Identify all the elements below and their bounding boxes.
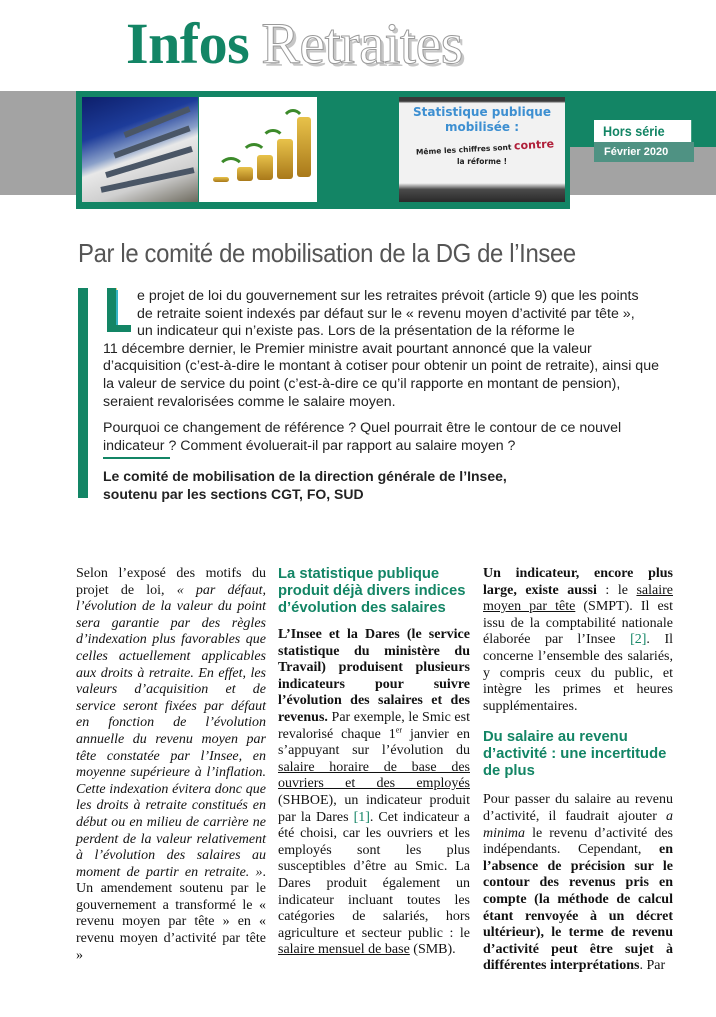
bill-quote: « par défaut, l’évolution de la valeur du point sera garantie par des règles d’indexation plus favorables que celles actuellement applicables aux droits à retraite. En effet, les valeurs d’acquisition et de service seront fixées par défaut en fonction de l’évolution annuelle du revenu moyen par tête constatée par l’Insee, en moyenne supérieure à l’inflation. Cette indexation évitera donc que les droits à retraite constitués en début ou en milieu de carrière ne perdent de la valeur relativement à l’évolution des salaires au moment de partir en retraite. » <box>76 582 266 880</box>
signature <box>103 467 623 503</box>
footnote-ref-1[interactable]: [1] <box>353 809 370 825</box>
title-retraites: Retraites <box>261 11 463 76</box>
edition-badge: Hors série <box>594 120 691 142</box>
article-column-1 <box>76 566 266 964</box>
date-badge: Février 2020 <box>594 142 694 162</box>
column-3-paragraph-1: Un indicateur, encore plus large, existe aussi : le salaire moyen par tête (SMPT). Il est issu de la comptabilité nationale élaborée par l’Insee [2]. Il concerne l’ensemble des salariés, y compris ceux du public, et intègre les primes et heures supplémentaires. <box>483 566 674 714</box>
intro-paragraph-2: Pourquoi ce changement de référence ? Quel pourrait être le contour de ce nouvel indicateur ? Comment évoluerait-il par rapport au salaire moyen ? <box>103 420 622 454</box>
protest-banner-photo <box>399 97 565 202</box>
signature-line-2: soutenu par les sections CGT, FO, SUD <box>103 486 364 502</box>
link-smpt[interactable]: salaire moyen par tête <box>483 582 673 615</box>
sign-text-line1: Statistique publique <box>413 105 551 119</box>
insee-building-photo <box>82 97 198 202</box>
intro-text <box>103 288 663 455</box>
sign-text-line4: la réforme ! <box>456 157 508 166</box>
publication-title <box>126 12 463 76</box>
coins-growth-photo <box>199 97 317 202</box>
column-2-paragraph: L’Insee et la Dares (le service statistique du ministère du Travail) produisent plusieurs indicateurs pour suivre l’évolution des salaires et des revenus. Par exemple, le Smic est revalorisé chaque 1er janvier en s’appuyant sur l’évolution du salaire horaire de base des ouvriers et des employés (SHBOE), un indicateur produit par la Dares [1]. Cet indicateur a été choisi, car les ouvriers et les employés sont les plus susceptibles d’être au Smic. La Dares produit également un indicateur incluant toutes les catégories de salariés, hors agriculture et secteur public : le salaire mensuel de base (SMB). <box>278 627 470 958</box>
intro-paragraph-1-rest: 11 décembre dernier, le Premier ministre avait pourtant annoncé que la valeur d’acquisition (c’est-à-dire le montant à cotiser pour obtenir un point de retraite), ainsi que la valeur de service du point (c’est-à-dire ce qu’il rapporte en montant de pension), seraient revalorisées comme le salaire moyen. <box>103 340 659 410</box>
sign-text-prefix: Même les chiffres sont <box>415 142 515 157</box>
footnote-ref-2[interactable]: [2] <box>630 632 647 648</box>
link-shboe[interactable]: salaire horaire de base des ouvriers et des employés <box>278 759 470 792</box>
section-heading-indices: La statistique publique produit déjà divers indices d’évolution des salaires <box>278 566 466 616</box>
article-column-3 <box>483 566 673 975</box>
column-3-paragraph-2: Pour passer du salaire au revenu d’activité, il faudrait ajouter a minima le revenu d’activité des indépendants. Cependant, en l’absence de précision sur le contour des revenus pris en compte (la méthode de calcul étant renvoyée à un décret ultérieur), le terme de revenu d’activité peut être sujet à différentes interprétations. Par <box>483 792 673 974</box>
sign-text-contre: contre <box>513 137 555 153</box>
intro-paragraph-1 <box>103 288 663 411</box>
title-infos: Infos <box>126 11 250 76</box>
intro-line-3: un indicateur qui n’existe pas. Lors de la présentation de la réforme le <box>137 323 575 340</box>
intro-line-1: e projet de loi du gouvernement sur les retraites prévoit (article 9) que les points <box>137 288 639 304</box>
column-1-paragraph: Selon l’exposé des motifs du projet de loi, « par défaut, l’évolution de la valeur du point sera garantie par des règles d’indexation plus favorables que celles actuellement applicables aux droits à retraite. En effet, les valeurs d’acquisition et de service seront fixées par défaut en fonction de l’évolution annuelle du revenu moyen par tête constatée par l’Insee, en moyenne supérieure à l’inflation. Cette indexation évitera donc que les droits à retraite constitués en début ou en milieu de carrière ne perdent de la valeur relativement à l’évolution des salaires au moment de partir en retraite. ». Un amendement soutenu par le gouvernement a transformé le « revenu moyen par tête » en « revenu moyen d’activité par tête » <box>76 566 266 963</box>
signature-divider <box>103 457 170 459</box>
sign-text-line2: mobilisée : <box>444 120 520 134</box>
intro-line-2: de retraite soient indexés par défaut sur le « revenu moyen d’activité par tête », <box>137 305 635 322</box>
section-heading-revenu: Du salaire au revenu d’activité : une incertitude de plus <box>483 729 667 780</box>
intro-accent-bar <box>78 288 88 498</box>
masthead <box>0 0 716 90</box>
sign-text-line3 <box>405 139 565 158</box>
article-column-2 <box>278 566 470 959</box>
byline: Par le comité de mobilisation de la DG de l’Insee <box>78 238 576 268</box>
link-smb[interactable]: salaire mensuel de base <box>278 942 410 958</box>
signature-line-1: Le comité de mobilisation de la direction générale de l’Insee, <box>103 468 507 484</box>
